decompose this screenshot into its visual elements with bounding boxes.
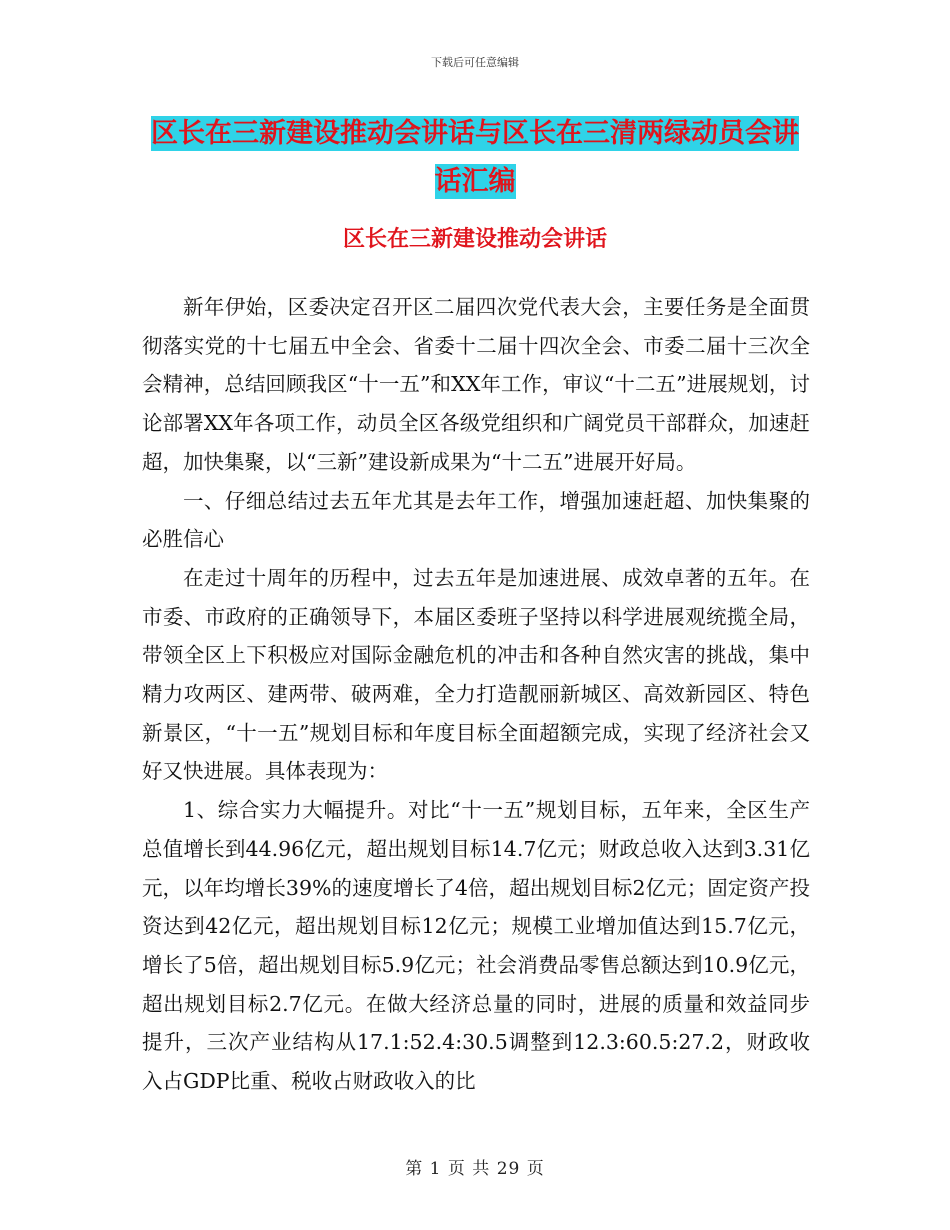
header-note: 下载后可任意编辑	[431, 56, 519, 69]
paragraph-intro: 新年伊始，区委决定召开区二届四次党代表大会，主要任务是全面贯彻落实党的十七届五中全会、省委十二届十四次全会、市委二届十三次全会精神，总结回顾我区“十一五”和XX年工作，审议“十二五”进展规划，讨论部署XX年各项工作，动员全区各级党组织和广阔党员干部群众，加速赶超，加快集聚，以“三新”建设新成果为“十二五”进展开好局。	[142, 295, 810, 474]
document-title	[140, 110, 810, 206]
document-title-text: 区长在三新建设推动会讲话与区长在三清两绿动员会讲话汇编	[151, 118, 799, 197]
page-number: 第 1 页 共 29 页	[405, 1159, 545, 1179]
paragraph-heading-one: 一、仔细总结过去五年尤其是去年工作，增强加速赶超、加快集聚的必胜信心	[142, 488, 810, 552]
paragraph-review: 在走过十周年的历程中，过去五年是加速进展、成效卓著的五年。在市委、市政府的正确领导下，本届区委班子坚持以科学进展观统揽全局，带领全区上下积极应对国际金融危机的冲击和各种自然灾害的挑战，集中精力攻两区、建两带、破两难，全力打造靓丽新城区、高效新园区、特色新景区，“十一五”规划目标和年度目标全面超额完成，实现了经济社会又好又快进展。具体表现为：	[142, 565, 810, 784]
paragraph-item-one: 1、综合实力大幅提升。对比“十一五”规划目标，五年来，全区生产总值增长到44.96亿元，超出规划目标14.7亿元；财政总收入达到3.31亿元，以年均增长39%的速度增长了4倍，超出规划目标2亿元；固定资产投资达到42亿元，超出规划目标12亿元；规模工业增加值达到15.7亿元，增长了5倍，超出规划目标5.9亿元；社会消费品零售总额达到10.9亿元，超出规划目标2.7亿元。在做大经济总量的同时，进展的质量和效益同步提升，三次产业结构从17.1:52.4:30.5调整到12.3:60.5:27.2，财政收入占GDP比重、税收占财政收入的比	[142, 798, 810, 1094]
document-body	[142, 288, 810, 1101]
section-title: 区长在三新建设推动会讲话	[342, 227, 607, 252]
